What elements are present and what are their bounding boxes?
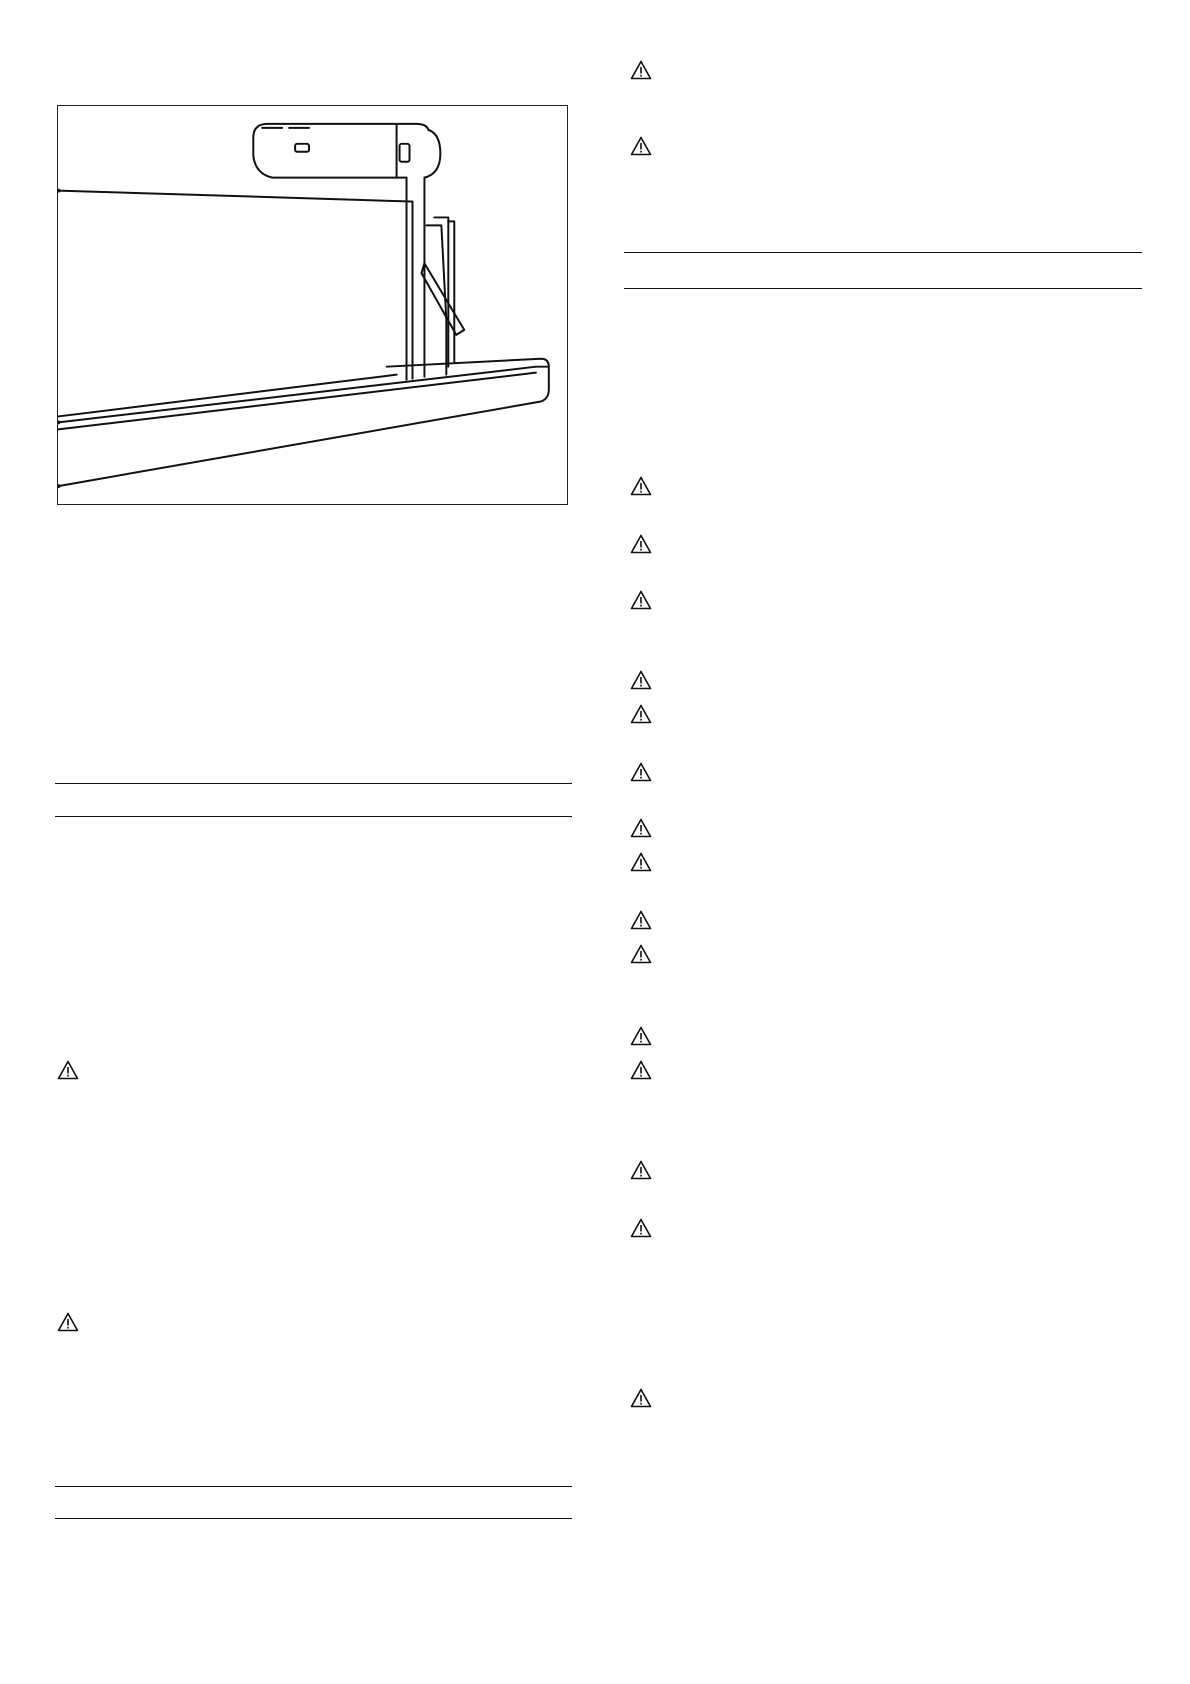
warning-triangle-icon xyxy=(630,670,652,690)
warning-triangle-icon xyxy=(630,1388,652,1408)
section-rule xyxy=(55,816,572,817)
warning-triangle-icon xyxy=(630,762,652,782)
warning-triangle-icon xyxy=(630,590,652,610)
warning-triangle-icon xyxy=(630,1026,652,1046)
warning-triangle-icon xyxy=(630,1218,652,1238)
warning-triangle-icon xyxy=(630,60,652,80)
warning-triangle-icon xyxy=(630,704,652,724)
figure-illustration xyxy=(57,105,568,505)
section-rule xyxy=(624,288,1142,289)
warning-triangle-icon xyxy=(630,476,652,496)
warning-triangle-icon xyxy=(630,944,652,964)
section-rule xyxy=(55,783,572,784)
warning-triangle-icon xyxy=(630,852,652,872)
section-rule xyxy=(624,252,1142,253)
section-rule xyxy=(55,1518,572,1519)
section-rule xyxy=(55,1486,572,1487)
appliance-mounting-illustration xyxy=(58,106,567,504)
warning-triangle-icon xyxy=(57,1312,79,1332)
warning-triangle-icon xyxy=(57,1060,79,1080)
warning-triangle-icon xyxy=(630,1160,652,1180)
warning-triangle-icon xyxy=(630,910,652,930)
warning-triangle-icon xyxy=(630,1060,652,1080)
warning-triangle-icon xyxy=(630,534,652,554)
warning-triangle-icon xyxy=(630,136,652,156)
warning-triangle-icon xyxy=(630,818,652,838)
